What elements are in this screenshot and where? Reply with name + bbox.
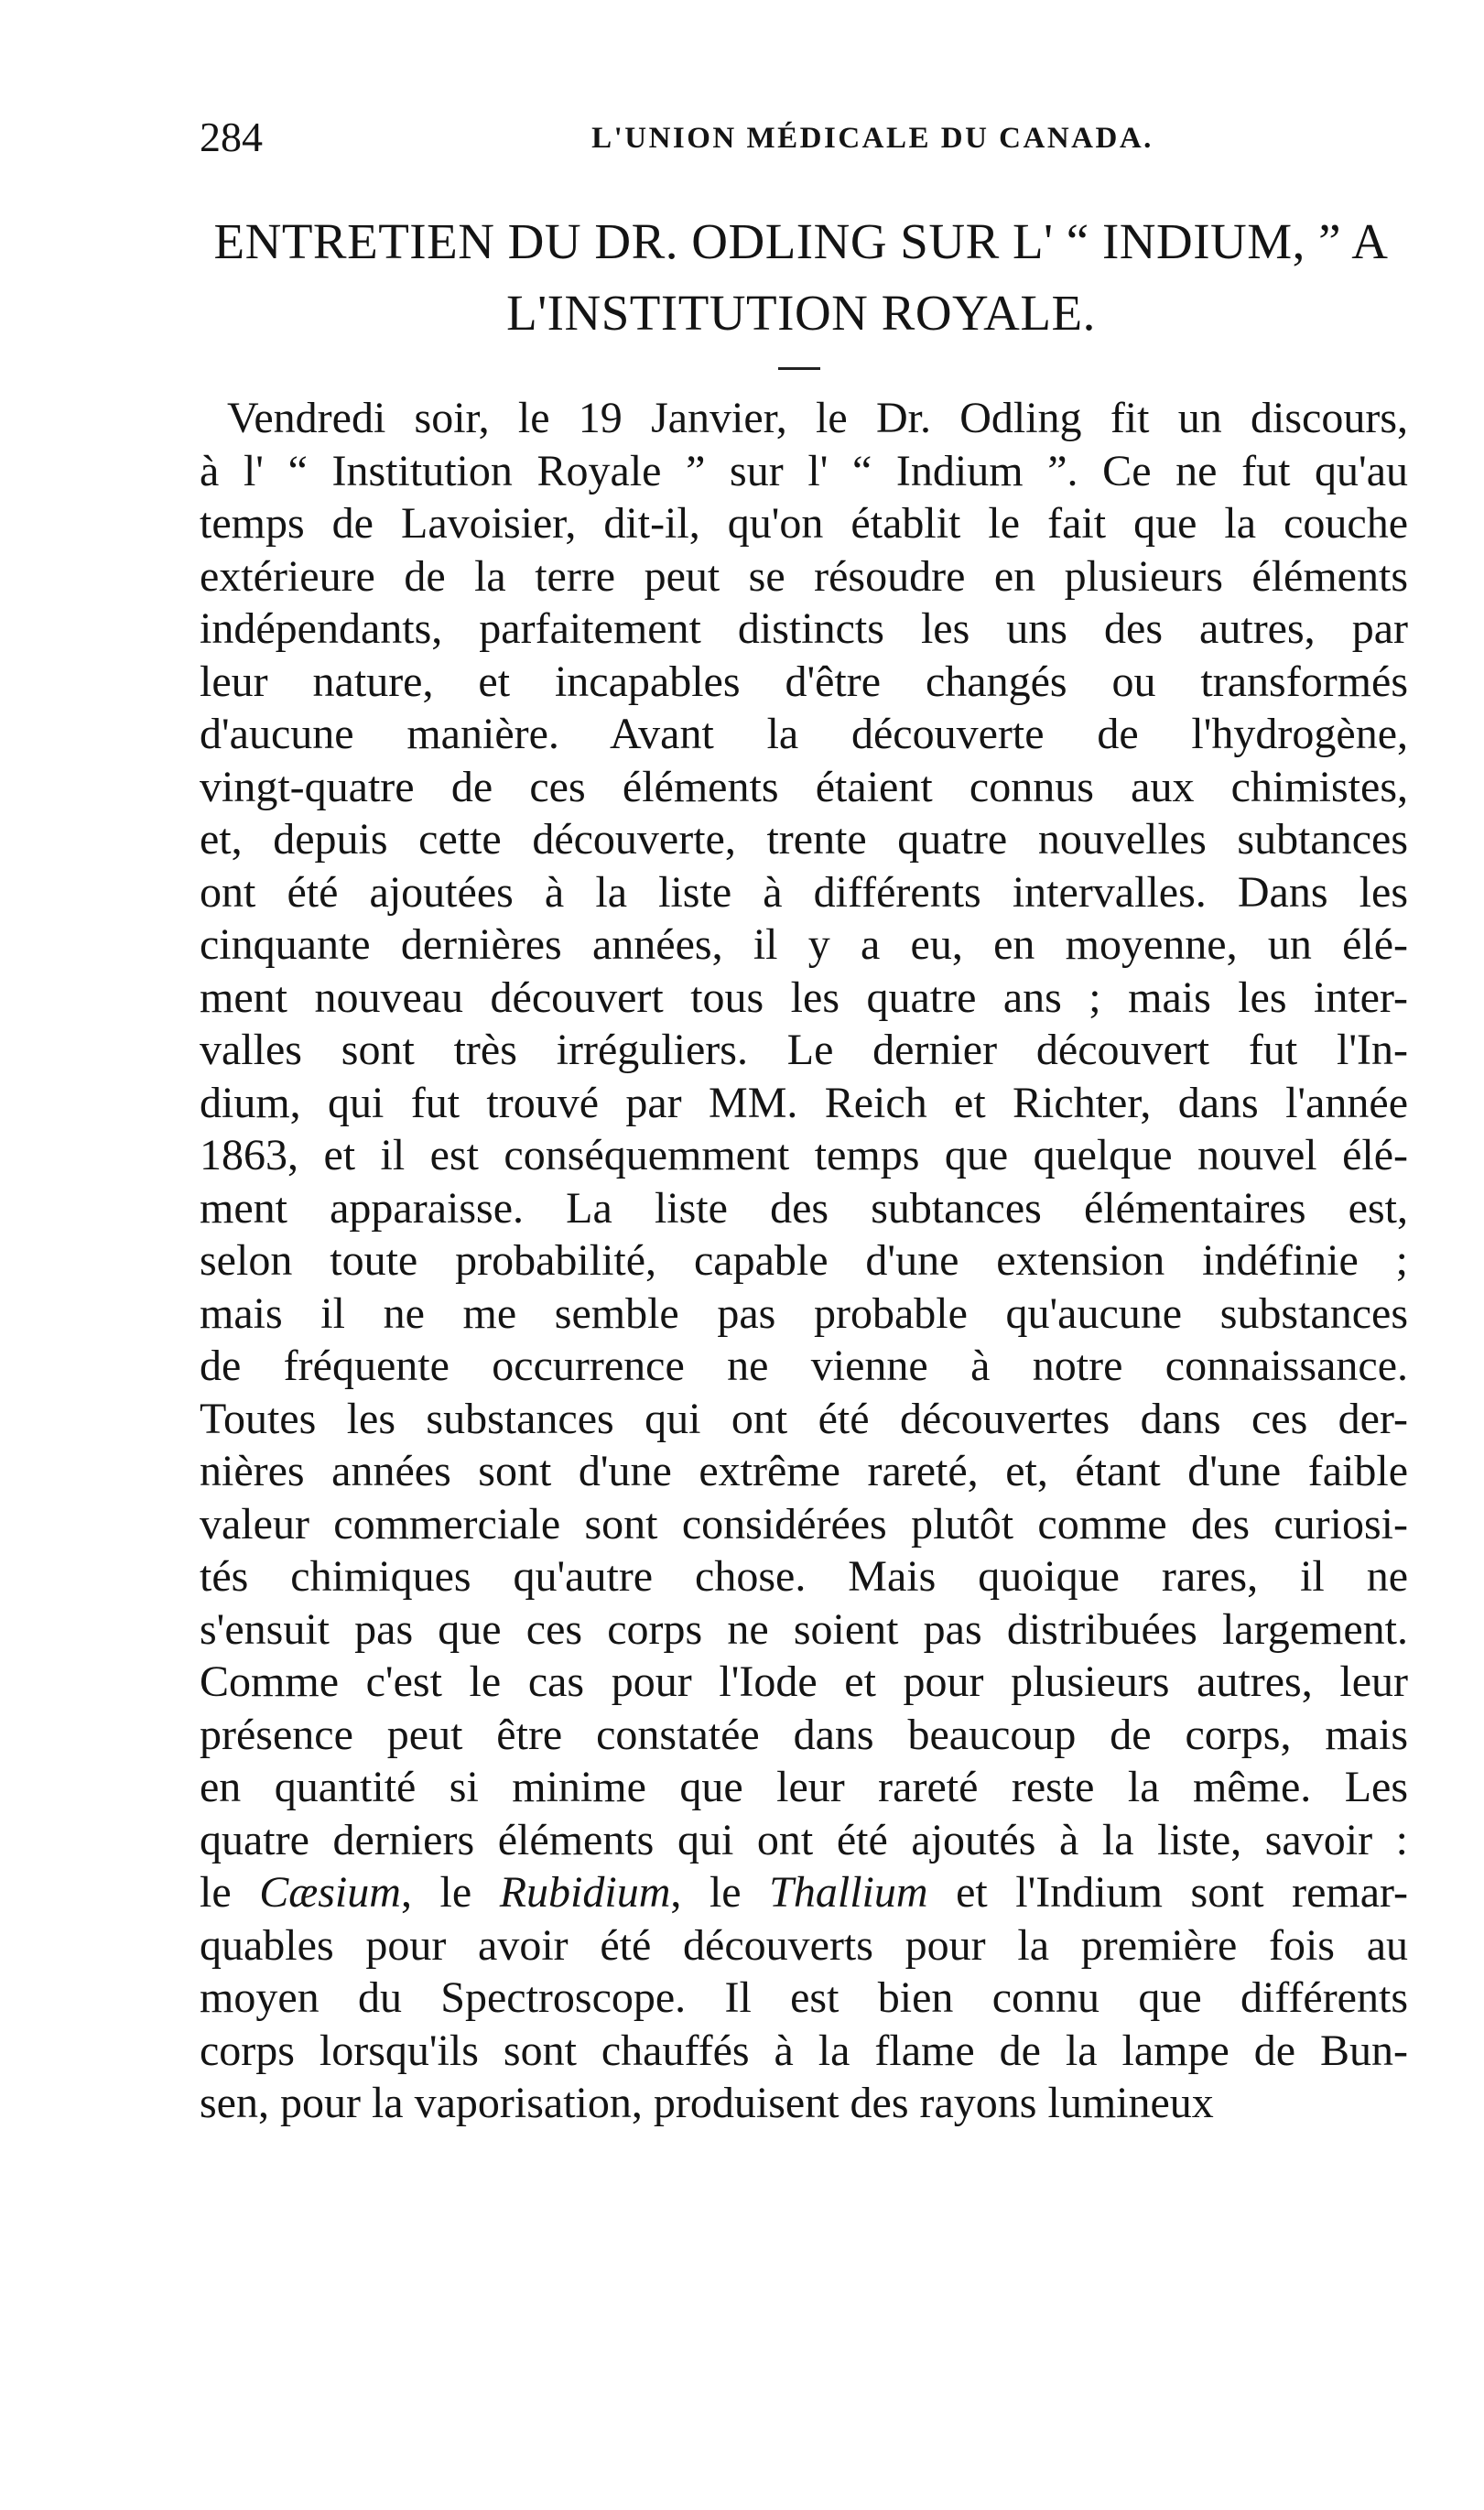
text-line: Comme c'est le cas pour l'Iode et pour plusieurs autres, leur [200, 1657, 1408, 1706]
text-line: vingt-quatre de ces éléments étaient connus aux chimistes, [200, 762, 1408, 811]
text-segment: et l'Indium sont remar- [927, 1868, 1408, 1917]
text-line: à l' “ Institution Royale ” sur l' “ Indium ”. Ce ne fut qu'au [200, 446, 1408, 495]
journal-title: L'UNION MÉDICALE DU CANADA. [591, 122, 1154, 155]
article-body [200, 392, 1408, 2130]
text-line: ment nouveau découvert tous les quatre ans ; mais les inter- [200, 972, 1408, 1022]
text-line: cinquante dernières années, il y a eu, en moyenne, un élé- [200, 920, 1408, 969]
text-line: d'aucune manière. Avant la découverte de l'hydrogène, [200, 710, 1408, 758]
text-line: Toutes les substances qui ont été découvertes dans ces der- [200, 1394, 1408, 1443]
running-head [200, 110, 1408, 165]
text-line: leur nature, et incapables d'être changés ou transformés [200, 657, 1408, 706]
text-line: tés chimiques qu'autre chose. Mais quoique rares, il ne [200, 1552, 1408, 1601]
text-line: ment apparaisse. La liste des subtances élémentaires est, [200, 1183, 1408, 1233]
text-line: valles sont très irréguliers. Le dernier découvert fut l'In- [200, 1026, 1408, 1074]
element-name: Thallium [769, 1868, 928, 1917]
text-line: de fréquente occurrence ne vienne à notre connaissance. [200, 1342, 1408, 1390]
text-line: Vendredi soir, le 19 Janvier, le Dr. Odling fit un discours, [227, 394, 1408, 442]
text-line: sen, pour la vaporisation, produisent des rayons lumineux [200, 2079, 1214, 2127]
text-line: temps de Lavoisier, dit-il, qu'on établit le fait que la couche [200, 499, 1408, 548]
text-segment: , le [400, 1868, 500, 1917]
text-line: indépendants, parfaitement distincts les uns des autres, par [200, 604, 1408, 653]
text-line: mais il ne me semble pas probable qu'aucune substances [200, 1288, 1408, 1338]
text-line [200, 1866, 1408, 1919]
title-separator [778, 367, 820, 370]
text-line: corps lorsqu'ils sont chauffés à la flame de la lampe de Bun- [200, 2026, 1408, 2075]
title-line: ENTRETIEN DU DR. ODLING SUR L' “ INDIUM, ” A [213, 213, 1389, 269]
title-line: L'INSTITUTION ROYALE. [506, 285, 1096, 341]
text-line: présence peut être constatée dans beaucoup de corps, mais [200, 1710, 1408, 1759]
article-title [192, 206, 1410, 349]
text-line: extérieure de la terre peut se résoudre en plusieurs éléments [200, 551, 1408, 601]
text-line: nières années sont d'une extrême rareté, et, étant d'une faible [200, 1447, 1408, 1495]
element-name: Rubidium [499, 1868, 671, 1917]
element-name: Cæsium [259, 1868, 401, 1917]
text-line: ont été ajoutées à la liste à différents intervalles. Dans les [200, 867, 1408, 917]
text-segment: le [200, 1868, 260, 1917]
text-segment: , le [670, 1868, 770, 1917]
text-line: en quantité si minime que leur rareté reste la même. Les [200, 1763, 1408, 1811]
text-line: dium, qui fut trouvé par MM. Reich et Richter, dans l'année [200, 1078, 1408, 1127]
text-line: selon toute probabilité, capable d'une extension indéfinie ; [200, 1236, 1408, 1285]
text-line: 1863, et il est conséquemment temps que quelque nouvel élé- [200, 1131, 1408, 1179]
text-line: et, depuis cette découverte, trente quatre nouvelles subtances [200, 815, 1408, 864]
text-line: quables pour avoir été découverts pour la première fois au [200, 1920, 1408, 1970]
text-line: moyen du Spectroscope. Il est bien connu que différents [200, 1973, 1408, 2022]
text-line: valeur commerciale sont considérées plutôt comme des curiosi- [200, 1499, 1408, 1548]
page-number: 284 [200, 114, 263, 160]
text-line: quatre derniers éléments qui ont été ajoutés à la liste, savoir : [200, 1815, 1408, 1864]
text-line: s'ensuit pas que ces corps ne soient pas distribuées largement. [200, 1604, 1408, 1654]
